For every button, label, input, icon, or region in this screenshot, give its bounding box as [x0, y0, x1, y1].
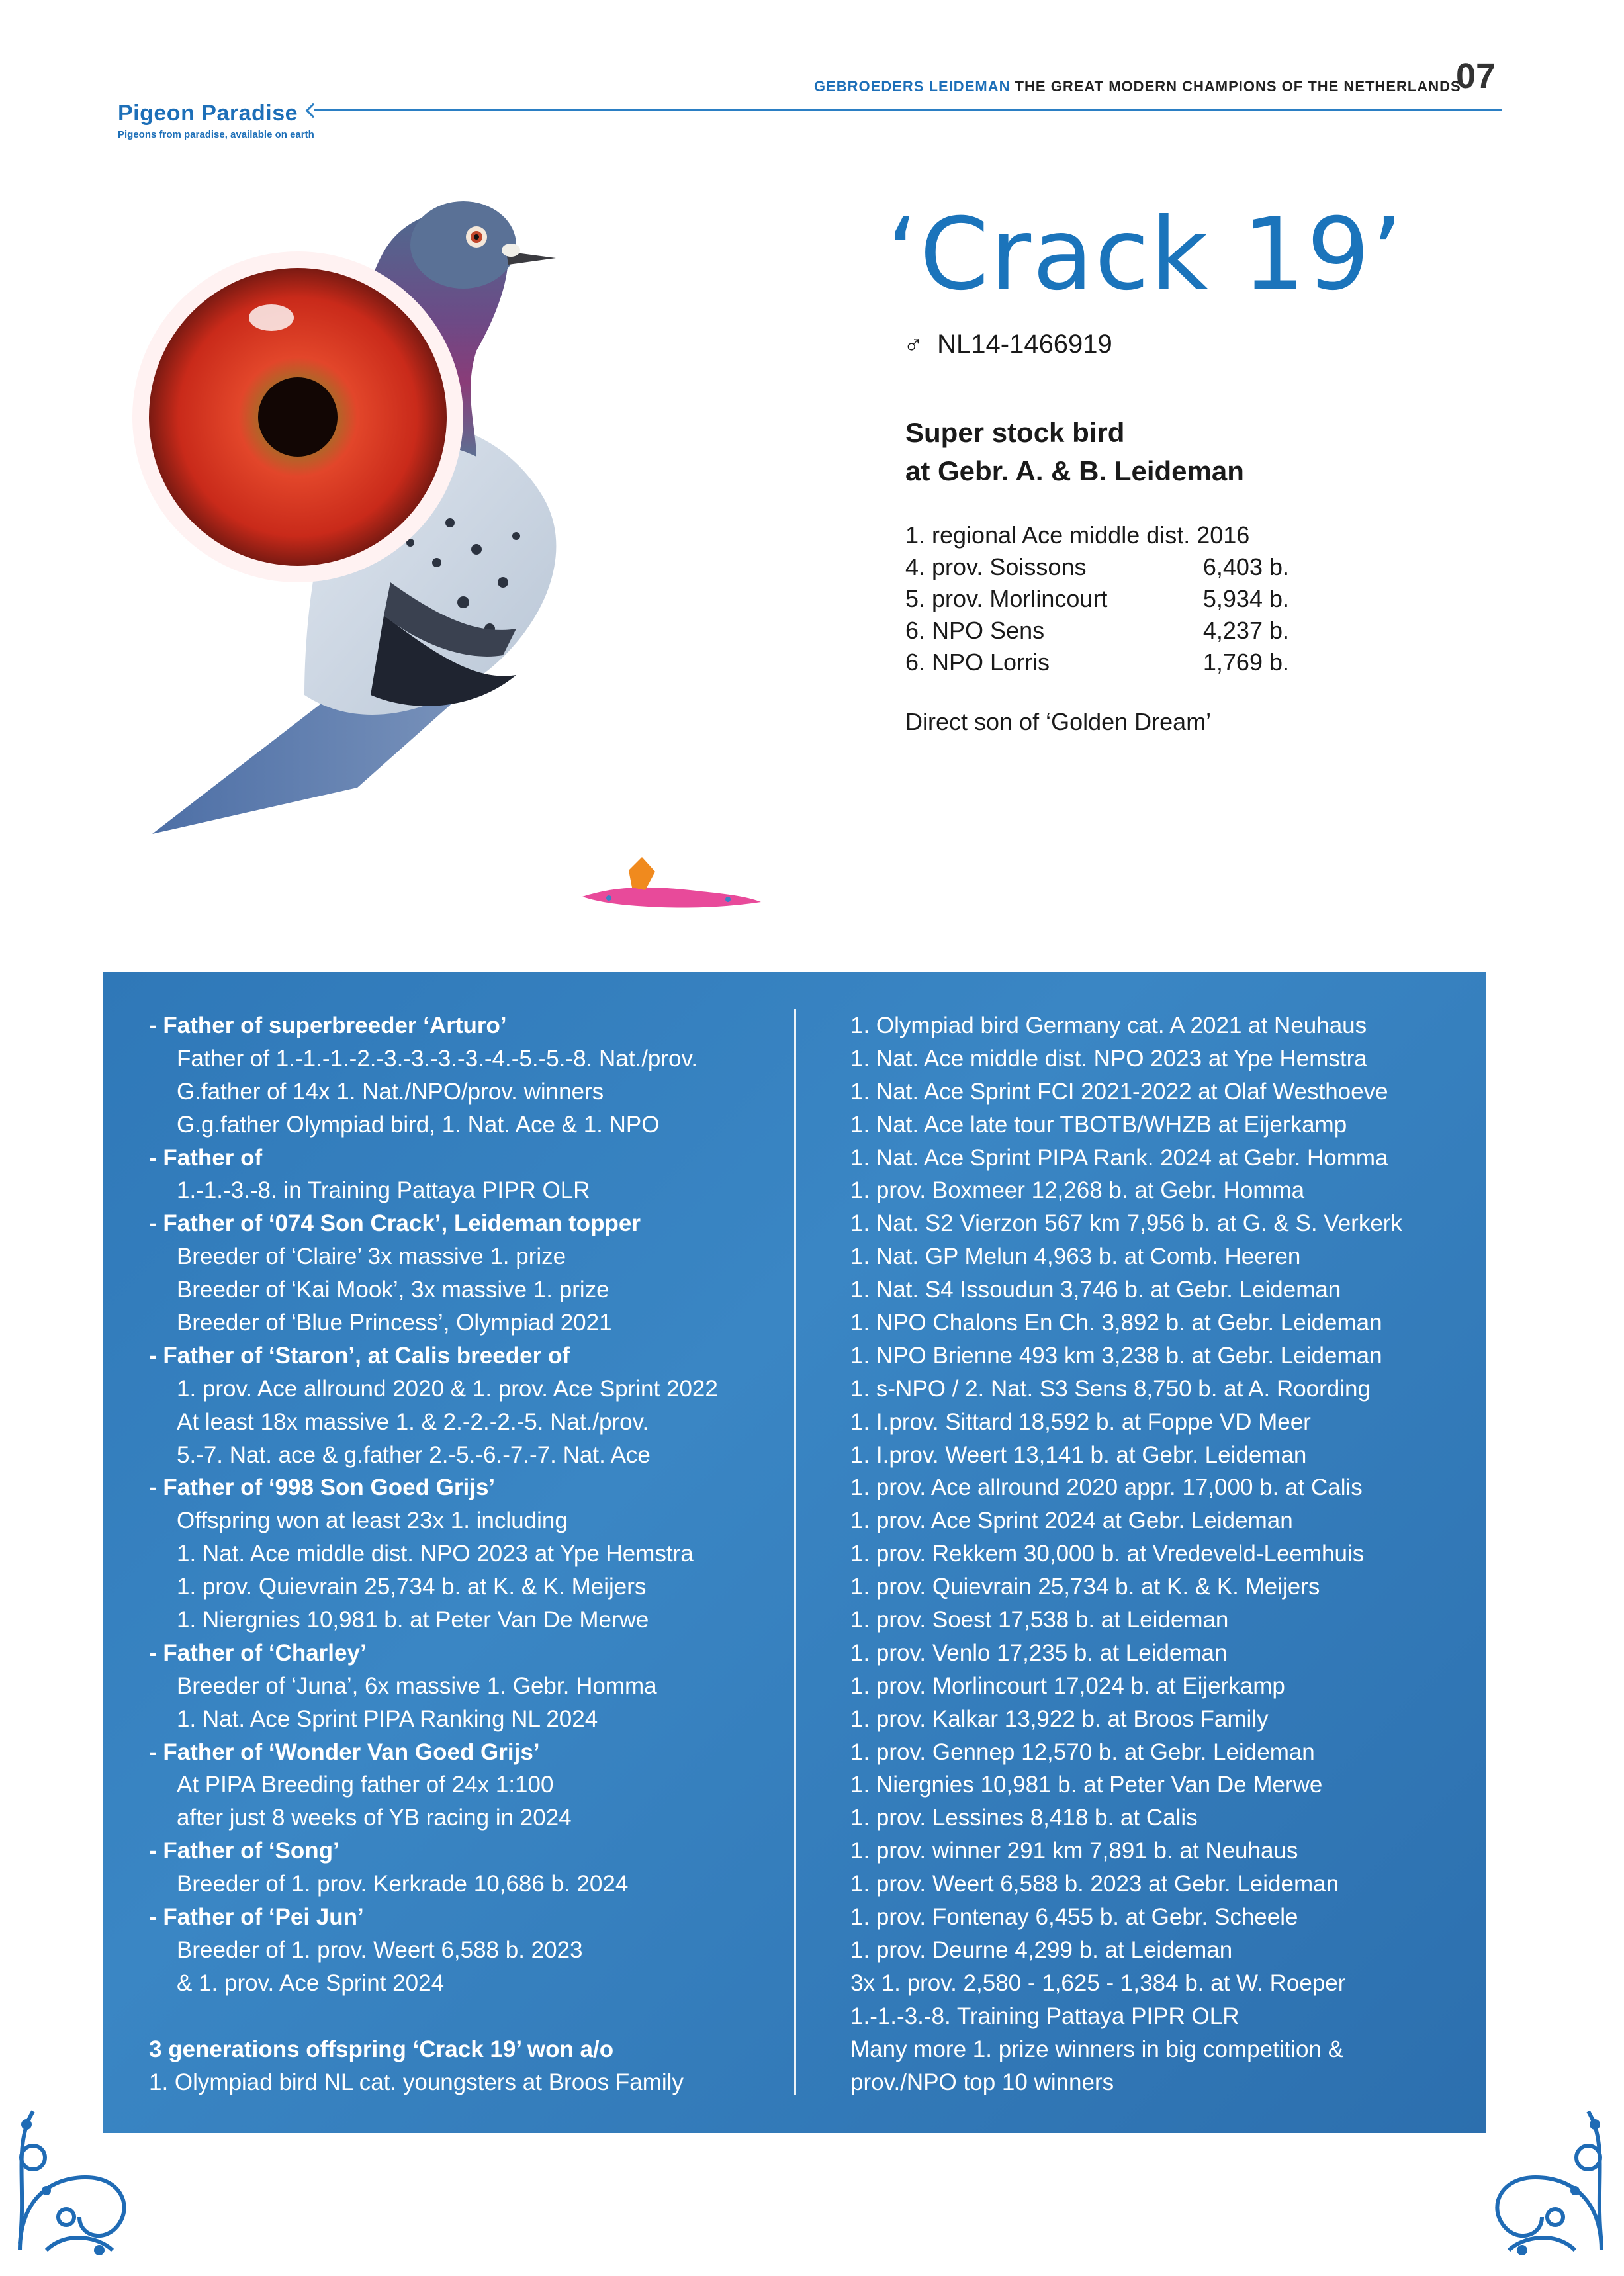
achievement-line: 1. prov. Gennep 12,570 b. at Gebr. Leideman	[850, 1739, 1315, 1765]
section-heading: - Father of ‘Staron’, at Calis breeder of	[149, 1342, 570, 1369]
column-divider	[794, 1009, 796, 2095]
achievement-line: 1.-1.-3.-8. in Training Pattaya PIPR OLR	[177, 1177, 590, 1204]
achievement-line: 1. Nat. S2 Vierzon 567 km 7,956 b. at G. & S. Verkerk	[850, 1210, 1402, 1237]
offspring-column-left	[149, 1009, 784, 2099]
corner-ornament-icon	[1443, 2085, 1615, 2257]
result-text: 5. prov. Morlincourt	[905, 585, 1108, 612]
achievement-line: G.father of 14x 1. Nat./NPO/prov. winners	[177, 1078, 604, 1105]
brand-tagline: Pigeons from paradise, available on earth	[118, 129, 314, 140]
section-heading: - Father of ‘Wonder Van Goed Grijs’	[149, 1739, 540, 1765]
achievement-line: 1. Nat. Ace middle dist. NPO 2023 at Ype Hemstra	[177, 1541, 694, 1567]
page-number: 07	[1456, 56, 1496, 96]
result-row	[905, 615, 1289, 647]
subtitle-line-1: Super stock bird	[905, 417, 1125, 448]
achievement-line: Breeder of 1. prov. Kerkrade 10,686 b. 2024	[177, 1871, 629, 1897]
header-title	[814, 78, 1461, 95]
achievement-line: Father of 1.-1.-1.-2.-3.-3.-3.-3.-4.-5.-5.-8. Nat./prov.	[177, 1045, 698, 1071]
offspring-column-right	[850, 1009, 1472, 2099]
parentage-note: Direct son of ‘Golden Dream’	[905, 708, 1212, 735]
achievement-line: 1. Nat. S4 Issoudun 3,746 b. at Gebr. Leideman	[850, 1277, 1341, 1303]
achievement-line: 1. prov. Weert 6,588 b. 2023 at Gebr. Leideman	[850, 1871, 1339, 1897]
achievement-line: 1. prov. Quievrain 25,734 b. at K. & K. Meijers	[177, 1574, 647, 1600]
header-title-rest: THE GREAT MODERN CHAMPIONS OF THE NETHERLANDS	[1015, 78, 1461, 95]
results-list	[905, 520, 1289, 678]
section-heading: - Father of superbreeder ‘Arturo’	[149, 1013, 507, 1038]
header-title-brand: GEBROEDERS LEIDEMAN	[814, 78, 1011, 95]
achievement-line: Many more 1. prize winners in big competition &	[850, 2036, 1344, 2062]
brand-logo	[118, 101, 314, 140]
achievement-line: 1. prov. Rekkem 30,000 b. at Vredeveld-Leemhuis	[850, 1541, 1365, 1567]
achievement-line: 1. Nat. Ace Sprint PIPA Rank. 2024 at Gebr. Homma	[850, 1144, 1388, 1171]
subtitle-line-2: at Gebr. A. & B. Leideman	[905, 455, 1244, 486]
result-birds: 5,934 b.	[1202, 585, 1289, 612]
pigeon-photo	[106, 152, 860, 867]
achievement-line: At PIPA Breeding father of 24x 1:100	[177, 1772, 554, 1798]
section-heading: - Father of ‘Pei Jun’	[149, 1904, 364, 1931]
achievement-line	[149, 2000, 784, 2033]
section-heading: - Father of ‘998 Son Goed Grijs’	[149, 1475, 496, 1501]
result-text: 4. prov. Soissons	[905, 553, 1087, 580]
section-heading: 3 generations offspring ‘Crack 19’ won a/o	[149, 2036, 614, 2062]
result-birds: 6,403 b.	[1202, 553, 1289, 580]
achievement-line: 1. I.prov. Sittard 18,592 b. at Foppe VD Meer	[850, 1408, 1311, 1435]
achievement-line: after just 8 weeks of YB racing in 2024	[177, 1805, 572, 1831]
achievement-line: 1. Nat. Ace late tour TBOTB/WHZB at Eijerkamp	[850, 1111, 1347, 1138]
result-text: 6. NPO Lorris	[905, 649, 1050, 676]
achievement-line: 1. Niergnies 10,981 b. at Peter Van De Merwe	[850, 1772, 1323, 1798]
achievement-line: 1. Nat. GP Melun 4,963 b. at Comb. Heeren	[850, 1244, 1301, 1270]
section-heading: - Father of ‘Charley’	[149, 1639, 367, 1666]
achievement-line: Breeder of ‘Claire’ 3x massive 1. prize	[177, 1244, 566, 1270]
brand-name: Pigeon Paradise	[118, 101, 298, 126]
result-text: 1. regional Ace middle dist. 2016	[905, 522, 1250, 549]
achievement-line: 1. prov. Deurne 4,299 b. at Leideman	[850, 1936, 1233, 1963]
achievement-line: 3x 1. prov. 2,580 - 1,625 - 1,384 b. at W. Roeper	[850, 1970, 1346, 1996]
achievement-line: 1. I.prov. Weert 13,141 b. at Gebr. Leideman	[850, 1441, 1307, 1468]
achievement-line: 1. prov. Soest 17,538 b. at Leideman	[850, 1607, 1229, 1633]
result-row	[905, 551, 1289, 583]
achievement-line: Breeder of ‘Kai Mook’, 3x massive 1. prize	[177, 1277, 609, 1303]
achievement-line: 1. prov. Ace allround 2020 & 1. prov. Ace Sprint 2022	[177, 1375, 718, 1402]
achievement-line: Breeder of 1. prov. Weert 6,588 b. 2023	[177, 1936, 583, 1963]
corner-ornament-icon	[7, 2085, 179, 2257]
achievement-line: 1. prov. Ace allround 2020 appr. 17,000 b. at Calis	[850, 1475, 1363, 1501]
achievement-line: 1. prov. Fontenay 6,455 b. at Gebr. Scheele	[850, 1904, 1298, 1931]
ring-number	[903, 330, 1112, 359]
section-heading: - Father of ‘Song’	[149, 1838, 339, 1864]
achievement-line: Offspring won at least 23x 1. including	[177, 1508, 568, 1534]
achievement-line: 1. prov. Ace Sprint 2024 at Gebr. Leideman	[850, 1508, 1293, 1534]
achievement-line: 1. prov. Boxmeer 12,268 b. at Gebr. Homma	[850, 1177, 1305, 1204]
section-heading: - Father of ‘074 Son Crack’, Leideman topper	[149, 1210, 641, 1237]
subtitle	[905, 414, 1244, 490]
ornament-icon	[569, 850, 768, 923]
achievement-line: 1. prov. Lessines 8,418 b. at Calis	[850, 1805, 1198, 1831]
achievement-line: 1. Niergnies 10,981 b. at Peter Van De Merwe	[177, 1607, 649, 1633]
result-birds: 1,769 b.	[1202, 649, 1289, 676]
achievement-line: 1. NPO Chalons En Ch. 3,892 b. at Gebr. Leideman	[850, 1310, 1382, 1336]
result-row	[905, 647, 1289, 678]
achievement-line: 1. prov. Morlincourt 17,024 b. at Eijerkamp	[850, 1672, 1285, 1699]
achievement-line: 1.-1.-3.-8. Training Pattaya PIPR OLR	[850, 2003, 1240, 2029]
achievement-line: 1. Olympiad bird NL cat. youngsters at Broos Family	[149, 2069, 684, 2095]
achievement-line: G.g.father Olympiad bird, 1. Nat. Ace & 1. NPO	[177, 1111, 660, 1138]
achievement-line: Breeder of ‘Juna’, 6x massive 1. Gebr. Homma	[177, 1672, 657, 1699]
achievement-line: prov./NPO top 10 winners	[850, 2069, 1114, 2095]
header-rule	[314, 109, 1502, 111]
ring-number-text: NL14-1466919	[937, 330, 1112, 359]
achievement-line: 1. prov. Kalkar 13,922 b. at Broos Family	[850, 1706, 1269, 1732]
achievement-line: 1. NPO Brienne 493 km 3,238 b. at Gebr. Leideman	[850, 1342, 1382, 1369]
achievement-line: 1. s-NPO / 2. Nat. S3 Sens 8,750 b. at A. Roording	[850, 1375, 1371, 1402]
achievement-line: 1. prov. Quievrain 25,734 b. at K. & K. Meijers	[850, 1574, 1320, 1600]
result-birds: 4,237 b.	[1202, 617, 1289, 644]
bird-name: ‘Crack 19’	[887, 197, 1404, 312]
achievement-line: & 1. prov. Ace Sprint 2024	[177, 1970, 445, 1996]
achievement-line: 1. Nat. Ace Sprint PIPA Ranking NL 2024	[177, 1706, 598, 1732]
result-text: 6. NPO Sens	[905, 617, 1045, 644]
result-row	[905, 520, 1289, 551]
achievement-line: At least 18x massive 1. & 2.-2.-2.-5. Nat./prov.	[177, 1408, 649, 1435]
achievement-line: Breeder of ‘Blue Princess’, Olympiad 2021	[177, 1310, 612, 1336]
achievement-line: 1. prov. Venlo 17,235 b. at Leideman	[850, 1639, 1228, 1666]
result-row	[905, 583, 1289, 615]
achievement-line: 1. Nat. Ace Sprint FCI 2021-2022 at Olaf Westhoeve	[850, 1078, 1388, 1105]
male-symbol-icon: ♂	[903, 330, 923, 359]
achievement-line: 1. Nat. Ace middle dist. NPO 2023 at Ype Hemstra	[850, 1045, 1367, 1071]
achievement-line: 1. prov. winner 291 km 7,891 b. at Neuhaus	[850, 1838, 1298, 1864]
section-heading: - Father of	[149, 1144, 263, 1171]
achievement-line: 1. Olympiad bird Germany cat. A 2021 at Neuhaus	[850, 1013, 1367, 1038]
achievement-line: 5.-7. Nat. ace & g.father 2.-5.-6.-7.-7. Nat. Ace	[177, 1441, 651, 1468]
